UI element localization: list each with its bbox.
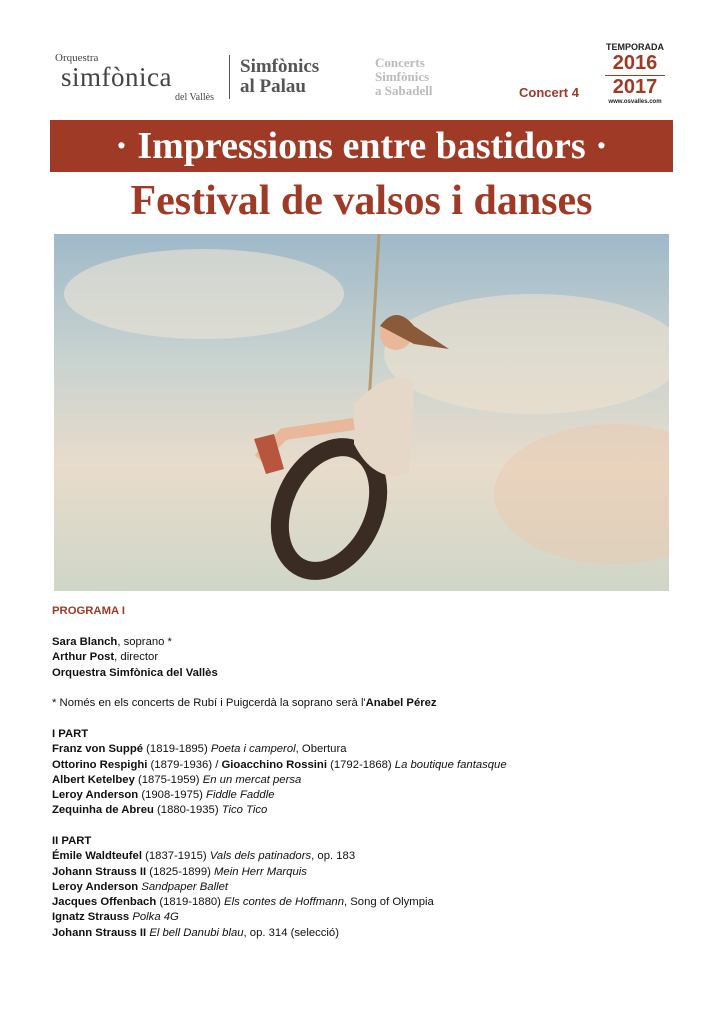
text: (1908-1975) bbox=[138, 789, 207, 802]
divider bbox=[229, 55, 230, 99]
work-title: Sandpaper Ballet bbox=[141, 880, 229, 893]
work-line bbox=[52, 803, 507, 818]
work-title: Polka 4G bbox=[132, 911, 179, 924]
name-text: Orquestra Simfònica del Vallès bbox=[52, 666, 218, 679]
text: , op. 183 bbox=[311, 850, 356, 863]
work-line bbox=[52, 758, 507, 773]
work-line bbox=[52, 926, 434, 941]
text: (1825-1899) bbox=[146, 865, 214, 878]
work-title: Mein Herr Marquis bbox=[214, 865, 307, 878]
logo-text: Concerts bbox=[375, 55, 425, 70]
work-title: Vals dels patinadors bbox=[209, 850, 312, 863]
logo-text: Simfònics bbox=[375, 69, 430, 84]
soprano-note bbox=[52, 696, 437, 711]
text: , Song of Olympia bbox=[343, 896, 434, 909]
text: (1837-1915) bbox=[141, 850, 210, 863]
name-text: Arthur Post bbox=[52, 651, 115, 664]
text: (1792-1868) bbox=[326, 758, 395, 771]
work-title: En un mercat persa bbox=[202, 773, 302, 786]
work-line bbox=[52, 742, 507, 757]
name-text: Émile Waldteufel bbox=[52, 850, 142, 863]
logo-text: Simfònics bbox=[240, 56, 320, 77]
work-line bbox=[52, 849, 434, 864]
text: , Obertura bbox=[295, 743, 347, 756]
name-text: Ottorino Respighi bbox=[52, 758, 148, 771]
work-line bbox=[52, 773, 507, 788]
text: , soprano * bbox=[117, 636, 172, 648]
season-badge bbox=[605, 42, 665, 106]
text: (1875-1959) bbox=[134, 773, 203, 786]
name-text: Jacques Offenbach bbox=[52, 896, 157, 909]
work-title: Els contes de Hoffmann bbox=[224, 896, 344, 909]
performer-line bbox=[52, 635, 218, 650]
name-text: Albert Ketelbey bbox=[52, 773, 135, 786]
name-text: Gioacchino Rossini bbox=[221, 758, 327, 771]
program-heading: PROGRAMA I bbox=[52, 605, 126, 617]
name-text: Franz von Suppé bbox=[52, 743, 144, 756]
text: (1819-1895) bbox=[143, 743, 211, 756]
performers bbox=[52, 635, 218, 681]
logo-text: a Sabadell bbox=[375, 83, 433, 98]
palau-logo bbox=[240, 57, 319, 97]
part-1 bbox=[52, 727, 507, 819]
work-line bbox=[52, 910, 434, 925]
work-title: Fiddle Faddle bbox=[206, 789, 275, 802]
name-text: Johann Strauss II bbox=[52, 865, 147, 878]
text: , op. 314 (selecció) bbox=[243, 926, 339, 939]
name-text: Leroy Anderson bbox=[52, 880, 139, 893]
work-line bbox=[52, 880, 434, 895]
sabadell-logo bbox=[375, 56, 432, 98]
part-2 bbox=[52, 834, 434, 941]
part-heading: II PART bbox=[52, 835, 92, 847]
name-text: Sara Blanch bbox=[52, 636, 118, 648]
work-line bbox=[52, 865, 434, 880]
text: (1819-1880) bbox=[156, 896, 225, 909]
season-year: 2017 bbox=[612, 76, 658, 98]
work-title: Poeta i camperol bbox=[210, 743, 296, 756]
orquestra-logo bbox=[55, 52, 215, 104]
work-line bbox=[52, 788, 507, 803]
text: , director bbox=[114, 651, 159, 664]
subtitle: Festival de valsos i danses bbox=[130, 178, 593, 224]
part-heading: I PART bbox=[52, 728, 89, 740]
text: (1879-1936) / bbox=[147, 758, 222, 771]
text: * Només en els concerts de Rubí i Puigcerdà la soprano serà l' bbox=[52, 697, 366, 709]
text: (1880-1935) bbox=[153, 804, 222, 817]
title-banner: · Impressions entre bastidors · bbox=[50, 120, 673, 172]
concert-number: Concert 4 bbox=[519, 85, 579, 100]
note-line bbox=[52, 696, 437, 711]
logo-text: simfònica bbox=[61, 62, 172, 92]
season-label: TEMPORADA bbox=[606, 42, 664, 52]
name-text: Anabel Pérez bbox=[365, 697, 437, 709]
work-line bbox=[52, 895, 434, 910]
work-title: La boutique fantasque bbox=[394, 758, 507, 771]
performer-line bbox=[52, 666, 218, 681]
website: www.osvalles.com bbox=[608, 99, 662, 105]
logo-text: del Vallès bbox=[175, 92, 214, 103]
work-title: Tico Tico bbox=[221, 804, 268, 817]
performer-line bbox=[52, 650, 218, 665]
season-year: 2016 bbox=[612, 52, 658, 74]
logo-text: al Palau bbox=[240, 76, 306, 97]
logo-text: Orquestra bbox=[55, 52, 99, 64]
name-text: Leroy Anderson bbox=[52, 789, 139, 802]
girl-on-swing-photo bbox=[54, 234, 669, 591]
name-text: Ignatz Strauss bbox=[52, 911, 130, 924]
work-title: El bell Danubi blau bbox=[149, 926, 244, 939]
name-text: Zequinha de Abreu bbox=[52, 804, 154, 817]
name-text: Johann Strauss II bbox=[52, 926, 147, 939]
